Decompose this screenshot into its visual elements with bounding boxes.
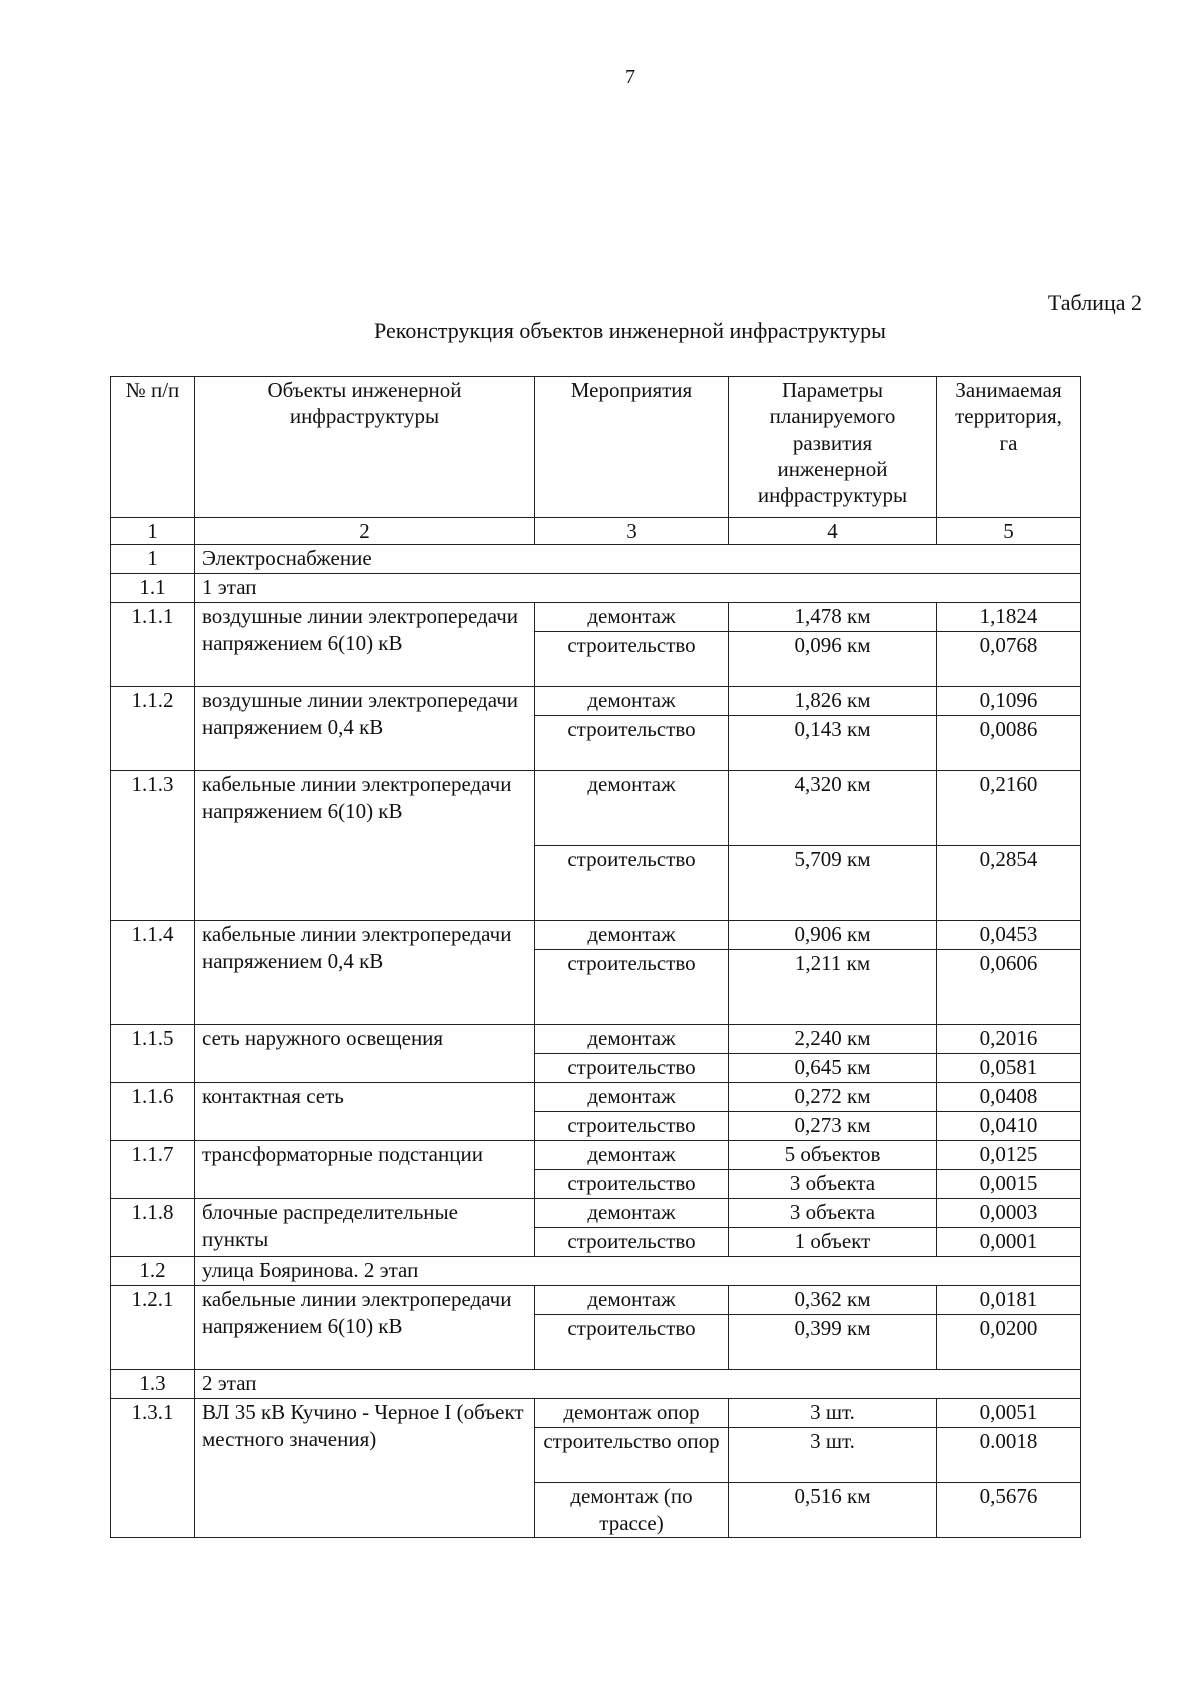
row-param: 1 объект bbox=[729, 1228, 937, 1257]
row-object: воздушные линии электропередачи напряжением 6(10) кВ bbox=[195, 603, 535, 687]
row-num: 1.3.1 bbox=[111, 1399, 195, 1538]
row-param: 3 объекта bbox=[729, 1170, 937, 1199]
row-measure: строительство опор bbox=[535, 1428, 729, 1483]
row-measure: строительство bbox=[535, 1054, 729, 1083]
section-num: 1.3 bbox=[111, 1370, 195, 1399]
table-row bbox=[111, 1199, 1081, 1228]
row-territory: 0,0453 bbox=[937, 921, 1081, 950]
row-measure: строительство bbox=[535, 1170, 729, 1199]
row-territory: 0,0086 bbox=[937, 716, 1081, 771]
table-row bbox=[111, 1286, 1081, 1315]
row-object: блочные распределительные пункты bbox=[195, 1199, 535, 1257]
row-param: 0,399 км bbox=[729, 1315, 937, 1370]
row-measure: строительство bbox=[535, 716, 729, 771]
row-object: кабельные линии электропередачи напряжением 6(10) кВ bbox=[195, 771, 535, 921]
row-object: кабельные линии электропередачи напряжением 0,4 кВ bbox=[195, 921, 535, 1025]
row-territory: 0,0001 bbox=[937, 1228, 1081, 1257]
row-num: 1.1.1 bbox=[111, 603, 195, 687]
row-object: сеть наружного освещения bbox=[195, 1025, 535, 1083]
header-territory: Занимаемая территория, га bbox=[937, 377, 1081, 518]
section-row bbox=[111, 1257, 1081, 1286]
row-territory: 0.0018 bbox=[937, 1428, 1081, 1483]
section-row bbox=[111, 574, 1081, 603]
row-num: 1.1.4 bbox=[111, 921, 195, 1025]
table-row bbox=[111, 1025, 1081, 1054]
row-measure: строительство bbox=[535, 1228, 729, 1257]
row-measure: демонтаж bbox=[535, 1199, 729, 1228]
section-num: 1.2 bbox=[111, 1257, 195, 1286]
row-param: 0,273 км bbox=[729, 1112, 937, 1141]
row-param: 1,478 км bbox=[729, 603, 937, 632]
header-params: Параметры планируемого развития инженерной инфраструктуры bbox=[729, 377, 937, 518]
row-territory: 0,0015 bbox=[937, 1170, 1081, 1199]
row-param: 4,320 км bbox=[729, 771, 937, 846]
section-name: Электроснабжение bbox=[195, 545, 1081, 574]
row-territory: 0,0408 bbox=[937, 1083, 1081, 1112]
row-measure: демонтаж bbox=[535, 1025, 729, 1054]
section-row bbox=[111, 545, 1081, 574]
table-row bbox=[111, 921, 1081, 950]
row-param: 3 шт. bbox=[729, 1428, 937, 1483]
column-numbers-row bbox=[111, 518, 1081, 545]
row-param: 0,906 км bbox=[729, 921, 937, 950]
header-measures: Мероприятия bbox=[535, 377, 729, 518]
table-row bbox=[111, 1399, 1081, 1428]
row-object: кабельные линии электропередачи напряжением 6(10) кВ bbox=[195, 1286, 535, 1370]
column-number: 4 bbox=[729, 518, 937, 545]
row-territory: 0,0003 bbox=[937, 1199, 1081, 1228]
table-row bbox=[111, 603, 1081, 632]
table-row bbox=[111, 1141, 1081, 1170]
section-num: 1 bbox=[111, 545, 195, 574]
header-objects: Объекты инженерной инфраструктуры bbox=[195, 377, 535, 518]
row-num: 1.2.1 bbox=[111, 1286, 195, 1370]
row-territory: 0,0768 bbox=[937, 632, 1081, 687]
row-territory: 0,0200 bbox=[937, 1315, 1081, 1370]
table-row bbox=[111, 687, 1081, 716]
table-caption: Таблица 2 bbox=[1047, 290, 1142, 315]
table-title: Реконструкция объектов инженерной инфраструктуры bbox=[374, 318, 886, 343]
row-measure: демонтаж bbox=[535, 1286, 729, 1315]
row-measure: демонтаж bbox=[535, 687, 729, 716]
row-measure: строительство bbox=[535, 632, 729, 687]
section-name: 2 этап bbox=[195, 1370, 1081, 1399]
row-object: контактная сеть bbox=[195, 1083, 535, 1141]
section-name: улица Бояринова. 2 этап bbox=[195, 1257, 1081, 1286]
row-measure: демонтаж bbox=[535, 921, 729, 950]
row-territory: 0,1096 bbox=[937, 687, 1081, 716]
row-object: трансформаторные подстанции bbox=[195, 1141, 535, 1199]
row-param: 1,826 км bbox=[729, 687, 937, 716]
row-territory: 0,0606 bbox=[937, 950, 1081, 1025]
row-measure: демонтаж (по трассе) bbox=[535, 1483, 729, 1538]
header-row bbox=[111, 377, 1081, 518]
row-num: 1.1.6 bbox=[111, 1083, 195, 1141]
row-territory: 0,2016 bbox=[937, 1025, 1081, 1054]
row-num: 1.1.7 bbox=[111, 1141, 195, 1199]
row-param: 0,096 км bbox=[729, 632, 937, 687]
infrastructure-table bbox=[110, 376, 1081, 1538]
section-name: 1 этап bbox=[195, 574, 1081, 603]
row-territory: 0,0125 bbox=[937, 1141, 1081, 1170]
table-row bbox=[111, 1083, 1081, 1112]
row-num: 1.1.2 bbox=[111, 687, 195, 771]
row-territory: 0,5676 bbox=[937, 1483, 1081, 1538]
section-num: 1.1 bbox=[111, 574, 195, 603]
row-measure: демонтаж bbox=[535, 771, 729, 846]
row-object: воздушные линии электропередачи напряжением 0,4 кВ bbox=[195, 687, 535, 771]
row-num: 1.1.5 bbox=[111, 1025, 195, 1083]
row-param: 0,645 км bbox=[729, 1054, 937, 1083]
row-param: 3 объекта bbox=[729, 1199, 937, 1228]
row-object: ВЛ 35 кВ Кучино - Черное I (объект местного значения) bbox=[195, 1399, 535, 1538]
header-num: № п/п bbox=[111, 377, 195, 518]
row-territory: 0,0181 bbox=[937, 1286, 1081, 1315]
row-measure: строительство bbox=[535, 846, 729, 921]
column-number: 1 bbox=[111, 518, 195, 545]
row-param: 3 шт. bbox=[729, 1399, 937, 1428]
row-param: 1,211 км bbox=[729, 950, 937, 1025]
row-territory: 0,0410 bbox=[937, 1112, 1081, 1141]
row-num: 1.1.8 bbox=[111, 1199, 195, 1257]
column-number: 5 bbox=[937, 518, 1081, 545]
row-measure: демонтаж bbox=[535, 603, 729, 632]
row-param: 5 объектов bbox=[729, 1141, 937, 1170]
row-measure: строительство bbox=[535, 950, 729, 1025]
row-measure: строительство bbox=[535, 1112, 729, 1141]
row-param: 2,240 км bbox=[729, 1025, 937, 1054]
section-row bbox=[111, 1370, 1081, 1399]
row-territory: 0,0051 bbox=[937, 1399, 1081, 1428]
page-number: 7 bbox=[625, 66, 635, 88]
row-territory: 0,0581 bbox=[937, 1054, 1081, 1083]
row-param: 0,272 км bbox=[729, 1083, 937, 1112]
row-param: 5,709 км bbox=[729, 846, 937, 921]
row-param: 0,516 км bbox=[729, 1483, 937, 1538]
row-param: 0,362 км bbox=[729, 1286, 937, 1315]
column-number: 2 bbox=[195, 518, 535, 545]
row-measure: демонтаж bbox=[535, 1141, 729, 1170]
row-territory: 0,2854 bbox=[937, 846, 1081, 921]
table-row bbox=[111, 771, 1081, 846]
row-num: 1.1.3 bbox=[111, 771, 195, 921]
row-param: 0,143 км bbox=[729, 716, 937, 771]
column-number: 3 bbox=[535, 518, 729, 545]
row-territory: 0,2160 bbox=[937, 771, 1081, 846]
row-territory: 1,1824 bbox=[937, 603, 1081, 632]
row-measure: демонтаж опор bbox=[535, 1399, 729, 1428]
row-measure: строительство bbox=[535, 1315, 729, 1370]
row-measure: демонтаж bbox=[535, 1083, 729, 1112]
